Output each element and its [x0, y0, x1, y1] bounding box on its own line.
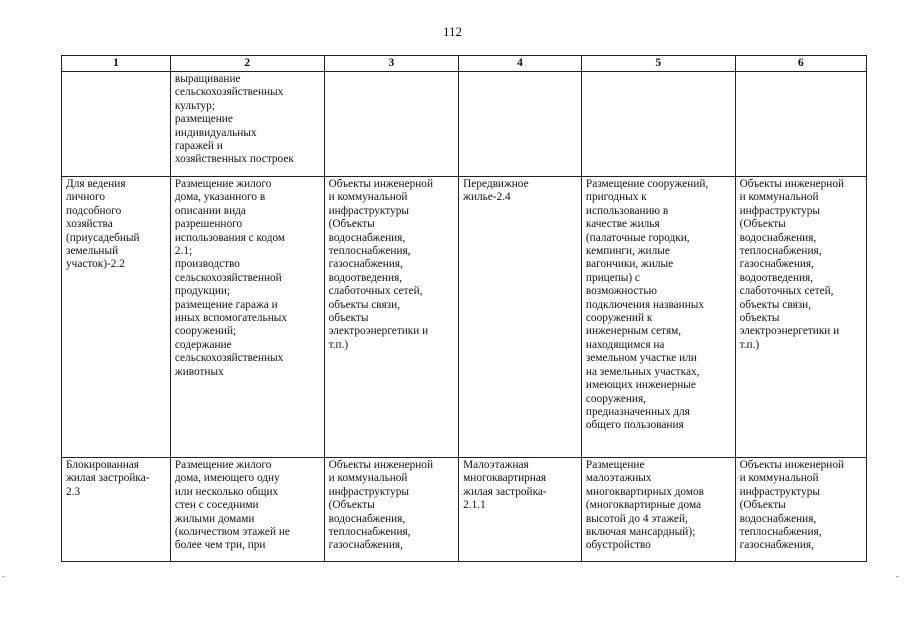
table-cell	[170, 458, 324, 562]
right-edge-mark: -	[896, 571, 899, 581]
table-row	[62, 458, 867, 562]
cell-text: Размещение малоэтажных многоквартирных домов (многоквартирные дома высотой до 4 этажей, включая мансардный); обустройство	[585, 459, 704, 552]
cell-text: Размещение жилого дома, указанного в описании вида разрешенного использования с кодом 2.1; производство сельскохозяйственной продукции; размещение гаража и иных вспомогательных сооружений; содержание сельскохозяйственных животных	[174, 178, 287, 378]
column-header-4: 4	[459, 56, 582, 72]
table-cell	[581, 72, 735, 177]
column-header-6: 6	[735, 56, 866, 72]
table-cell	[459, 72, 582, 177]
table-cell	[459, 458, 582, 562]
column-header-3: 3	[324, 56, 459, 72]
table-cell	[324, 177, 459, 458]
table-cell	[581, 458, 735, 562]
cell-text: Передвижное жилье-2.4	[463, 178, 529, 204]
table-cell	[735, 177, 866, 458]
land-use-table	[61, 55, 867, 562]
table-row	[62, 177, 867, 458]
table-cell	[170, 72, 324, 177]
cell-text: Объекты инженерной и коммунальной инфраструктуры (Объекты водоснабжения, теплоснабжения, газоснабжения,	[739, 459, 845, 552]
table-cell	[62, 72, 171, 177]
table-cell	[581, 177, 735, 458]
column-header-1: 1	[62, 56, 171, 72]
cell-text: Размещение жилого дома, имеющего одну или несколько общих стен с соседними жилыми домами (количеством этажей не более чем три, при	[174, 459, 290, 552]
table-cell	[459, 177, 582, 458]
column-header-2: 2	[170, 56, 324, 72]
table-cell	[170, 177, 324, 458]
table-cell	[62, 177, 171, 458]
page-number: 112	[442, 24, 463, 39]
table-cell	[324, 72, 459, 177]
table-cell	[324, 458, 459, 562]
cell-text: Размещение сооружений, пригодных к использованию в качестве жилья (палаточные городки, кемпинги, жилые вагончики, жилые прицепы) с возможностью подключения названных сооружений к инженерным сетям, находящимся на земельном участке или на земельных участках, имеющих инженерные сооружения, предназначенных для общего пользования	[585, 178, 709, 432]
cell-text: Объекты инженерной и коммунальной инфраструктуры (Объекты водоснабжения, теплоснабжения, газоснабжения, водоотведения, слаботочных сетей, объекты связи, объекты электроэнергетики и т.п.)	[328, 178, 434, 351]
table-header-row	[62, 56, 867, 72]
cell-text: Объекты инженерной и коммунальной инфраструктуры (Объекты водоснабжения, теплоснабжения, газоснабжения, водоотведения, слаботочных сетей, объекты связи, объекты электроэнергетики и т.п.)	[739, 178, 845, 351]
cell-text: Блокированная жилая застройка- 2.3	[66, 459, 150, 498]
table-cell	[735, 72, 866, 177]
table-cell	[62, 458, 171, 562]
left-edge-mark: -	[2, 571, 5, 581]
cell-text: выращивание сельскохозяйственных культур; размещение индивидуальных гаражей и хозяйственных построек	[174, 73, 294, 166]
table-cell	[735, 458, 866, 562]
table-row	[62, 72, 867, 177]
column-header-5: 5	[581, 56, 735, 72]
cell-text: Для ведения личного подсобного хозяйства (приусадебный земельный участок)-2.2	[66, 178, 140, 271]
cell-text: Объекты инженерной и коммунальной инфраструктуры (Объекты водоснабжения, теплоснабжения, газоснабжения,	[328, 459, 434, 552]
cell-text: Малоэтажная многоквартирная жилая застройка- 2.1.1	[463, 459, 547, 512]
